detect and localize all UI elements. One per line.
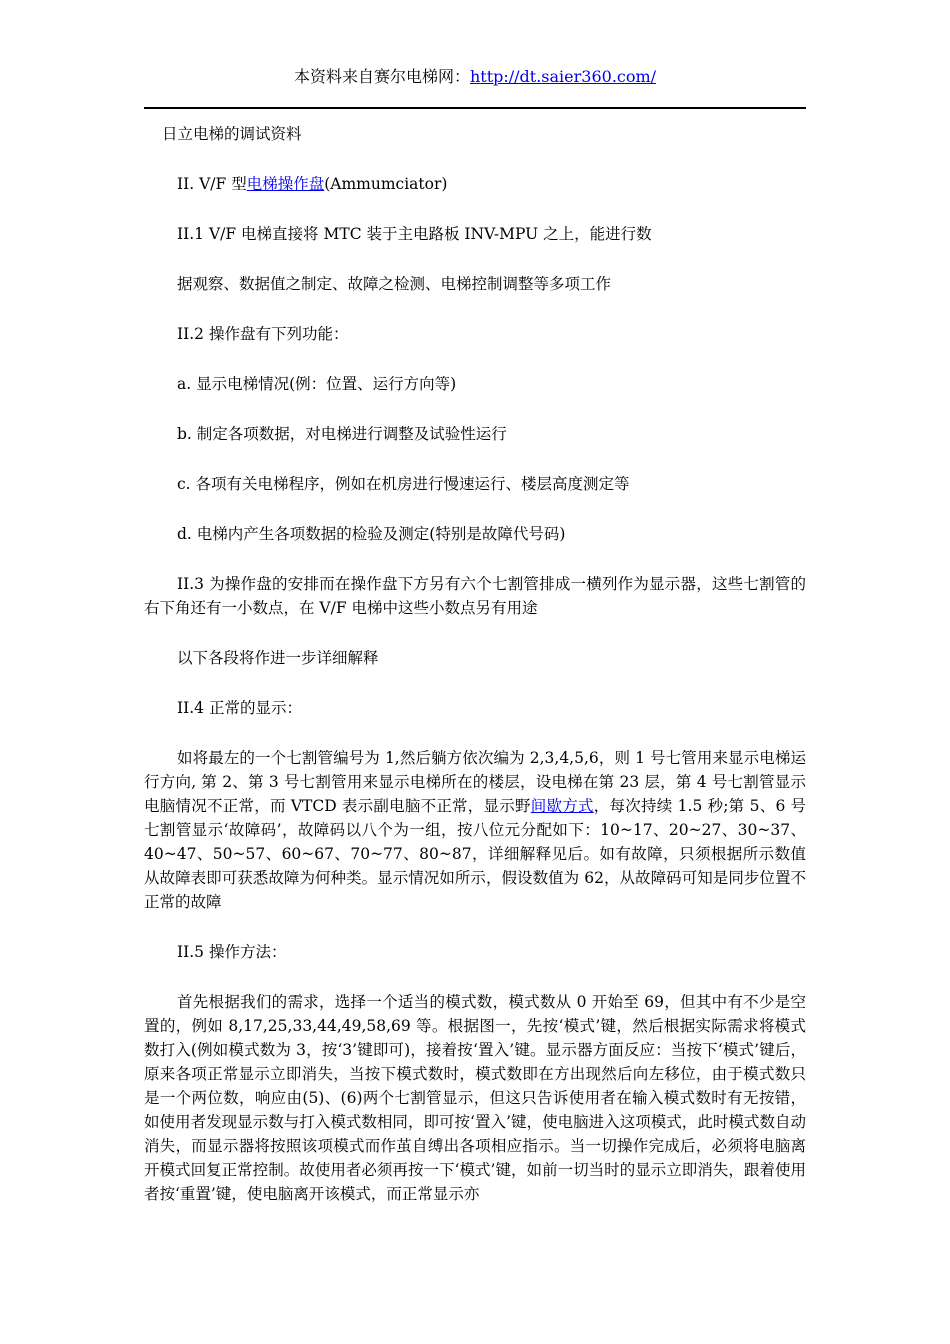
- section-2-4-heading: II.4 正常的显示：: [177, 699, 302, 717]
- section-2-2-heading: II.2 操作盘有下列功能：: [177, 325, 349, 343]
- section-2-5-heading: II.5 操作方法：: [177, 943, 287, 961]
- header-divider: [144, 107, 806, 109]
- intermittent-mode-link[interactable]: 间歇方式: [530, 797, 594, 815]
- header-source-link[interactable]: http://dt.saier360.com/: [469, 67, 657, 86]
- section-2-4-text-a: 如将最左的一个七割管编号为 1,然后躺方依次编为 2,3,4,5,6，则 1 号七管用来显示电梯运行方向, 第 2、第 3 号七割管用来显示电梯所在的楼层，设电梯在第 23 层，第 4 号七割管显示电脑情况不正常，而 VTCD 表示副电脑不正常，显示野: [144, 749, 806, 815]
- document-title: 日立电梯的调试资料: [162, 125, 302, 143]
- section-2-4-text-b: ，每次持续 1.5 秒;第 5、6 号七割管显示‘故障码’，故障码以八个为一组，按八位元分配如下：10~17、20~27、30~37、40~47、50~57、60~67、70~77、80~87，详细解释见后。如有故障，只须根据所示数值从故障表即可获悉故障为何种类。显示情况如所示，假设数值为 62，从故障码可知是同步位置不正常的故障: [144, 797, 806, 911]
- detail-note: 以下各段将作进一步详细解释: [177, 649, 379, 667]
- function-item-a: a. 显示电梯情况(例：位置、运行方向等): [177, 375, 457, 393]
- section-2-prefix: II. V/F 型: [177, 175, 247, 193]
- section-2-4-paragraph: [144, 746, 806, 914]
- header-source-text: 本资料来自赛尔电梯网：: [293, 67, 470, 86]
- section-2-1-line-1: II.1 V/F 电梯直接将 MTC 装于主电路板 INV-MPU 之上，能进行数: [177, 225, 652, 243]
- section-2-1-line-2: 据观察、数据值之制定、故障之检测、电梯控制调整等多项工作: [177, 275, 612, 293]
- function-item-d: d. 电梯内产生各项数据的检验及测定(特别是故障代号码): [177, 525, 566, 543]
- function-item-c: c. 各项有关电梯程序，例如在机房进行慢速运行、楼层高度测定等: [177, 475, 630, 493]
- section-2-heading: [144, 172, 806, 196]
- page-header: [0, 64, 950, 90]
- operation-panel-link[interactable]: 电梯操作盘: [246, 175, 325, 193]
- section-2-suffix: (Ammumciator): [324, 175, 448, 193]
- document-body: [144, 122, 806, 1232]
- section-2-3-paragraph: II.3 为操作盘的安排而在操作盘下方另有六个七割管排成一横列作为显示器，这些七割管的右下角还有一小数点，在 V/F 电梯中这些小数点另有用途: [144, 575, 806, 617]
- function-item-b: b. 制定各项数据，对电梯进行调整及试验性运行: [177, 425, 507, 443]
- section-2-5-paragraph: 首先根据我们的需求，选择一个适当的模式数，模式数从 0 开始至 69，但其中有不少是空置的，例如 8,17,25,33,44,49,58,69 等。根据图一，先按‘模式’键，然后根据实际需求将模式数打入(例如模式数为 3，按‘3’键即可)，接着按‘置入’键。显示器方面反应：当按下‘模式’键后，原来各项正常显示立即消失，当按下模式数时，模式数即在方出现然后向左移位，由于模式数只是一个两位数，响应由(5)、(6)两个七割管显示，但这只告诉使用者在输入模式数时有无按错，如使用者发现显示数与打入模式数相同，即可按‘置入’键，使电脑进入这项模式，此时模式数自动消失，而显示器将按照该项模式而作茧自缚出各项相应指示。当一切操作完成后，必须将电脑离开模式回复正常控制。故使用者必须再按一下‘模式’键，如前一切当时的显示立即消失，跟着使用者按‘重置’键，使电脑离开该模式，而正常显示亦: [144, 993, 806, 1203]
